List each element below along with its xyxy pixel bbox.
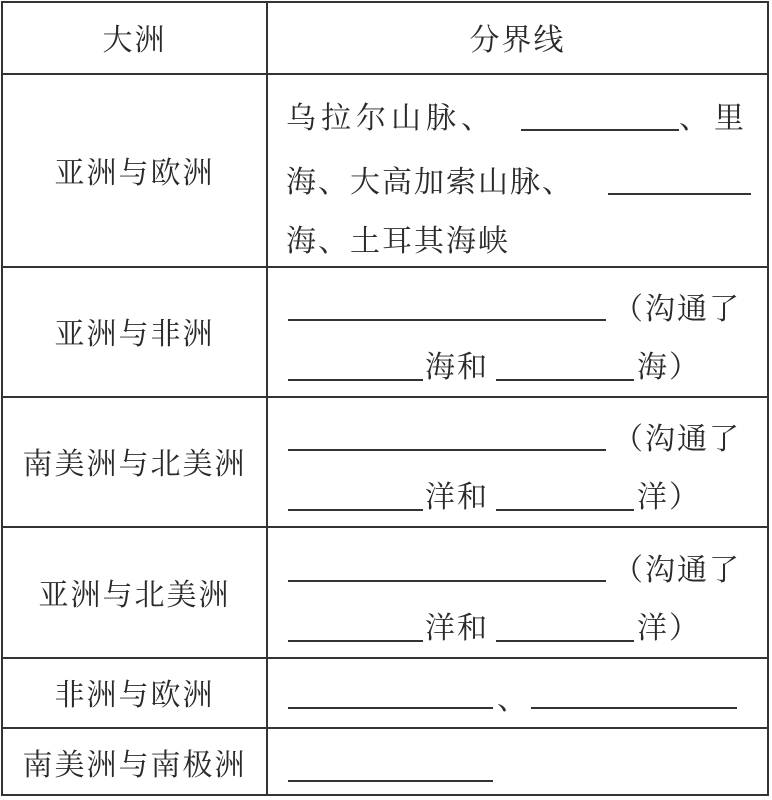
column-divider [266,266,268,396]
boundary-text: 海和 [425,350,489,385]
boundary-text: （沟通了 [613,553,741,588]
column-divider [266,396,268,526]
table-row [1,396,769,526]
boundary-text: 洋） [637,611,701,646]
column-divider [266,526,268,657]
answer-blank[interactable] [288,379,423,381]
boundary-table [1,1,769,796]
column-divider [266,73,268,266]
answer-blank[interactable] [288,509,423,511]
header-boundary: 分界线 [469,23,566,58]
table-row [1,657,769,727]
answer-blank[interactable] [288,319,606,321]
continent-pair: 亚洲与北美洲 [38,577,231,613]
continent-pair: 亚洲与非洲 [54,317,215,352]
table-row [1,526,769,657]
boundary-text: （沟通了 [613,292,741,327]
boundary-text: 海、土耳其海峡 [286,224,510,259]
table-row [1,727,769,796]
boundary-text: 乌拉尔山脉、 [286,101,496,136]
answer-blank[interactable] [288,707,493,709]
boundary-text: 海） [637,350,701,385]
continent-pair: 非洲与欧洲 [54,678,215,713]
answer-blank[interactable] [521,129,679,131]
header-row [1,1,769,73]
column-divider [266,657,268,727]
table-row [1,73,769,266]
header-continent: 大洲 [102,23,167,58]
continent-pair: 南美洲与北美洲 [22,447,247,482]
continent-pair: 亚洲与欧洲 [54,155,215,191]
boundary-text: 海、大高加索山脉、 [286,165,574,200]
row-divider [1,794,769,796]
boundary-text: 、 [497,682,529,717]
boundary-text: 洋和 [425,611,489,646]
answer-blank[interactable] [496,640,634,642]
answer-blank[interactable] [288,580,606,582]
continent-pair: 南美洲与南极洲 [22,747,247,783]
answer-blank[interactable] [531,707,737,709]
answer-blank[interactable] [288,780,493,782]
boundary-text: 洋） [637,480,701,515]
answer-blank[interactable] [288,640,423,642]
answer-blank[interactable] [496,379,634,381]
boundary-text: 洋和 [425,480,489,515]
column-divider [266,727,268,796]
table-row [1,266,769,396]
boundary-text: 、里 [679,101,749,136]
answer-blank[interactable] [288,449,606,451]
boundary-text: （沟通了 [613,422,741,457]
answer-blank[interactable] [608,193,751,195]
answer-blank[interactable] [496,509,634,511]
